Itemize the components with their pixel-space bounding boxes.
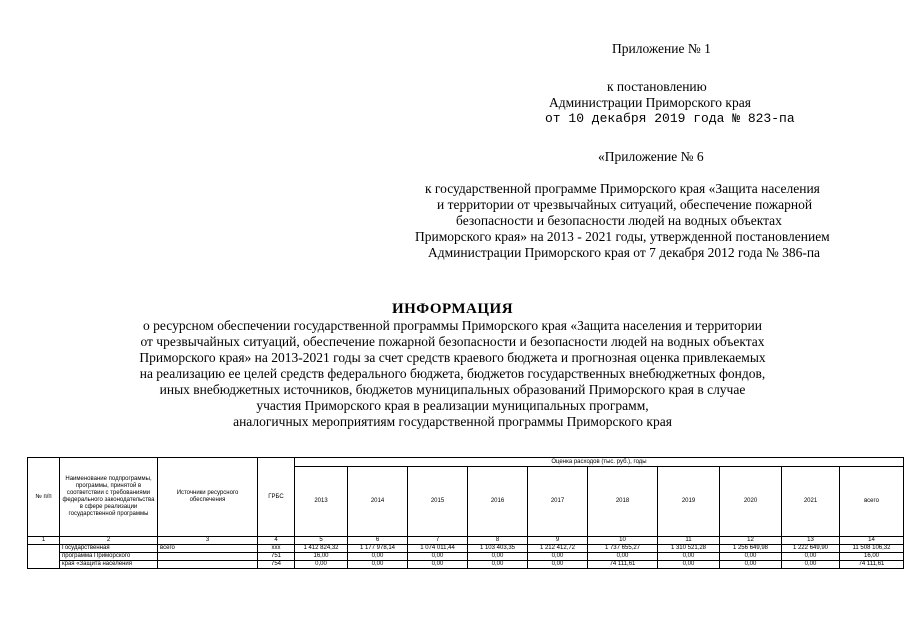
row-value-cell: 0,00: [782, 553, 840, 561]
row-value-cell: 16,00: [295, 553, 348, 561]
row-value-cell: 1 177 978,14: [348, 545, 408, 553]
info-line-4: на реализацию ее целей средств федерального бюджета, бюджетов государственных внебюджетных фондов,: [139, 366, 766, 381]
program-line-5: Администрации Приморского края от 7 декабря 2012 года № 386-па: [428, 245, 821, 260]
administration-label: Администрации Приморского края: [549, 95, 751, 110]
to-resolution-label: к постановлению: [607, 79, 707, 94]
row-num-cell: [28, 545, 60, 569]
header-year: 2020: [720, 467, 782, 537]
row-grbs-cell: 754: [258, 561, 295, 569]
row-grbs-cell: ххх: [258, 545, 295, 553]
row-value-cell: 1 737 655,27: [588, 545, 658, 553]
col-number: 11: [658, 537, 720, 545]
col-number: 12: [720, 537, 782, 545]
col-number: 13: [782, 537, 840, 545]
appendix6-label: «Приложение № 6: [598, 149, 704, 164]
row-grbs-cell: 751: [258, 553, 295, 561]
header-num: № п/п: [28, 458, 60, 537]
row-value-cell: 0,00: [348, 561, 408, 569]
info-line-2: от чрезвычайных ситуаций, обеспечение пожарной безопасности и безопасности людей на водных объектах: [140, 334, 765, 349]
col-number: 3: [158, 537, 258, 545]
row-source-cell: всего: [158, 545, 258, 553]
col-number: 2: [60, 537, 158, 545]
col-number: 7: [408, 537, 468, 545]
row-value-cell: 1 310 521,28: [658, 545, 720, 553]
row-value-cell: 16,00: [840, 553, 904, 561]
info-line-3: Приморского края» на 2013-2021 годы за счет средств краевого бюджета и прогнозная оценка привлекаемых: [139, 350, 766, 365]
info-line-5: иных внебюджетных источников, бюджетов муниципальных образований Приморского края в случае: [159, 382, 746, 397]
program-line-4: Приморского края» на 2013 - 2021 годы, утвержденной постановлением: [415, 229, 830, 244]
col-number: 9: [528, 537, 588, 545]
header-year: 2017: [528, 467, 588, 537]
row-value-cell: 0,00: [528, 553, 588, 561]
table-row: [28, 561, 904, 569]
header-year: 2019: [658, 467, 720, 537]
row-value-cell: 0,00: [468, 553, 528, 561]
row-value-cell: 1 222 649,90: [782, 545, 840, 553]
row-source-cell: [158, 553, 258, 561]
col-number: 6: [348, 537, 408, 545]
row-value-cell: 0,00: [658, 553, 720, 561]
header-estimate: Оценка расходов (тыс. руб.), годы: [295, 458, 904, 467]
col-number: 14: [840, 537, 904, 545]
info-line-1: о ресурсном обеспечении государственной программы Приморского края «Защита населения и территории: [143, 318, 762, 333]
header-year: 2018: [588, 467, 658, 537]
header-year: 2013: [295, 467, 348, 537]
program-line-3: безопасности и безопасности людей на водных объектах: [456, 213, 782, 228]
row-value-cell: 0,00: [408, 553, 468, 561]
row-value-cell: 0,00: [720, 561, 782, 569]
header-grbs: ГРБС: [258, 458, 295, 537]
table-row: [28, 553, 904, 561]
row-value-cell: 74 111,61: [588, 561, 658, 569]
row-value-cell: 0,00: [295, 561, 348, 569]
resource-table: [27, 457, 904, 569]
info-line-7: аналогичных мероприятиям государственной программы Приморского края: [233, 414, 672, 429]
row-value-cell: 0,00: [720, 553, 782, 561]
row-value-cell: 0,00: [782, 561, 840, 569]
header-year: 2016: [468, 467, 528, 537]
table-row: [28, 545, 904, 553]
row-value-cell: 0,00: [658, 561, 720, 569]
row-value-cell: 1 074 011,44: [408, 545, 468, 553]
col-number: 4: [258, 537, 295, 545]
header-year: 2015: [408, 467, 468, 537]
row-value-cell: 11 508 106,32: [840, 545, 904, 553]
info-title: ИНФОРМАЦИЯ: [391, 301, 514, 317]
program-line-2: и территории от чрезвычайных ситуаций, обеспечение пожарной: [437, 197, 813, 212]
row-name-cell: края «Защита населения: [60, 561, 158, 569]
row-value-cell: 0,00: [348, 553, 408, 561]
row-value-cell: 1 103 403,35: [468, 545, 528, 553]
row-name-cell: Государственная: [60, 545, 158, 553]
col-number: 10: [588, 537, 658, 545]
appendix-label: Приложение № 1: [612, 41, 711, 56]
row-value-cell: 1 256 649,98: [720, 545, 782, 553]
row-name-cell: программа Приморского: [60, 553, 158, 561]
row-value-cell: 1 412 824,32: [295, 545, 348, 553]
header-source: Источники ресурсного обеспечения: [158, 458, 258, 537]
header-year-total: всего: [840, 467, 904, 537]
row-value-cell: 0,00: [408, 561, 468, 569]
row-value-cell: 74 111,61: [840, 561, 904, 569]
row-value-cell: 0,00: [528, 561, 588, 569]
row-value-cell: 1 212 412,72: [528, 545, 588, 553]
header-year: 2014: [348, 467, 408, 537]
header-year: 2021: [782, 467, 840, 537]
col-number: 8: [468, 537, 528, 545]
row-value-cell: 0,00: [468, 561, 528, 569]
program-line-1: к государственной программе Приморского края «Защита населения: [425, 181, 820, 196]
row-source-cell: [158, 561, 258, 569]
resolution-date-number: от 10 декабря 2019 года № 823-па: [545, 111, 795, 126]
header-name: Наименование подпрограммы, программы, принятой в соответствии с требованиями федерального законодательства в сфере реализации государственной программы: [60, 458, 158, 537]
col-number: 5: [295, 537, 348, 545]
row-value-cell: 0,00: [588, 553, 658, 561]
col-number: 1: [28, 537, 60, 545]
info-line-6: участия Приморского края в реализации муниципальных программ,: [256, 398, 649, 413]
